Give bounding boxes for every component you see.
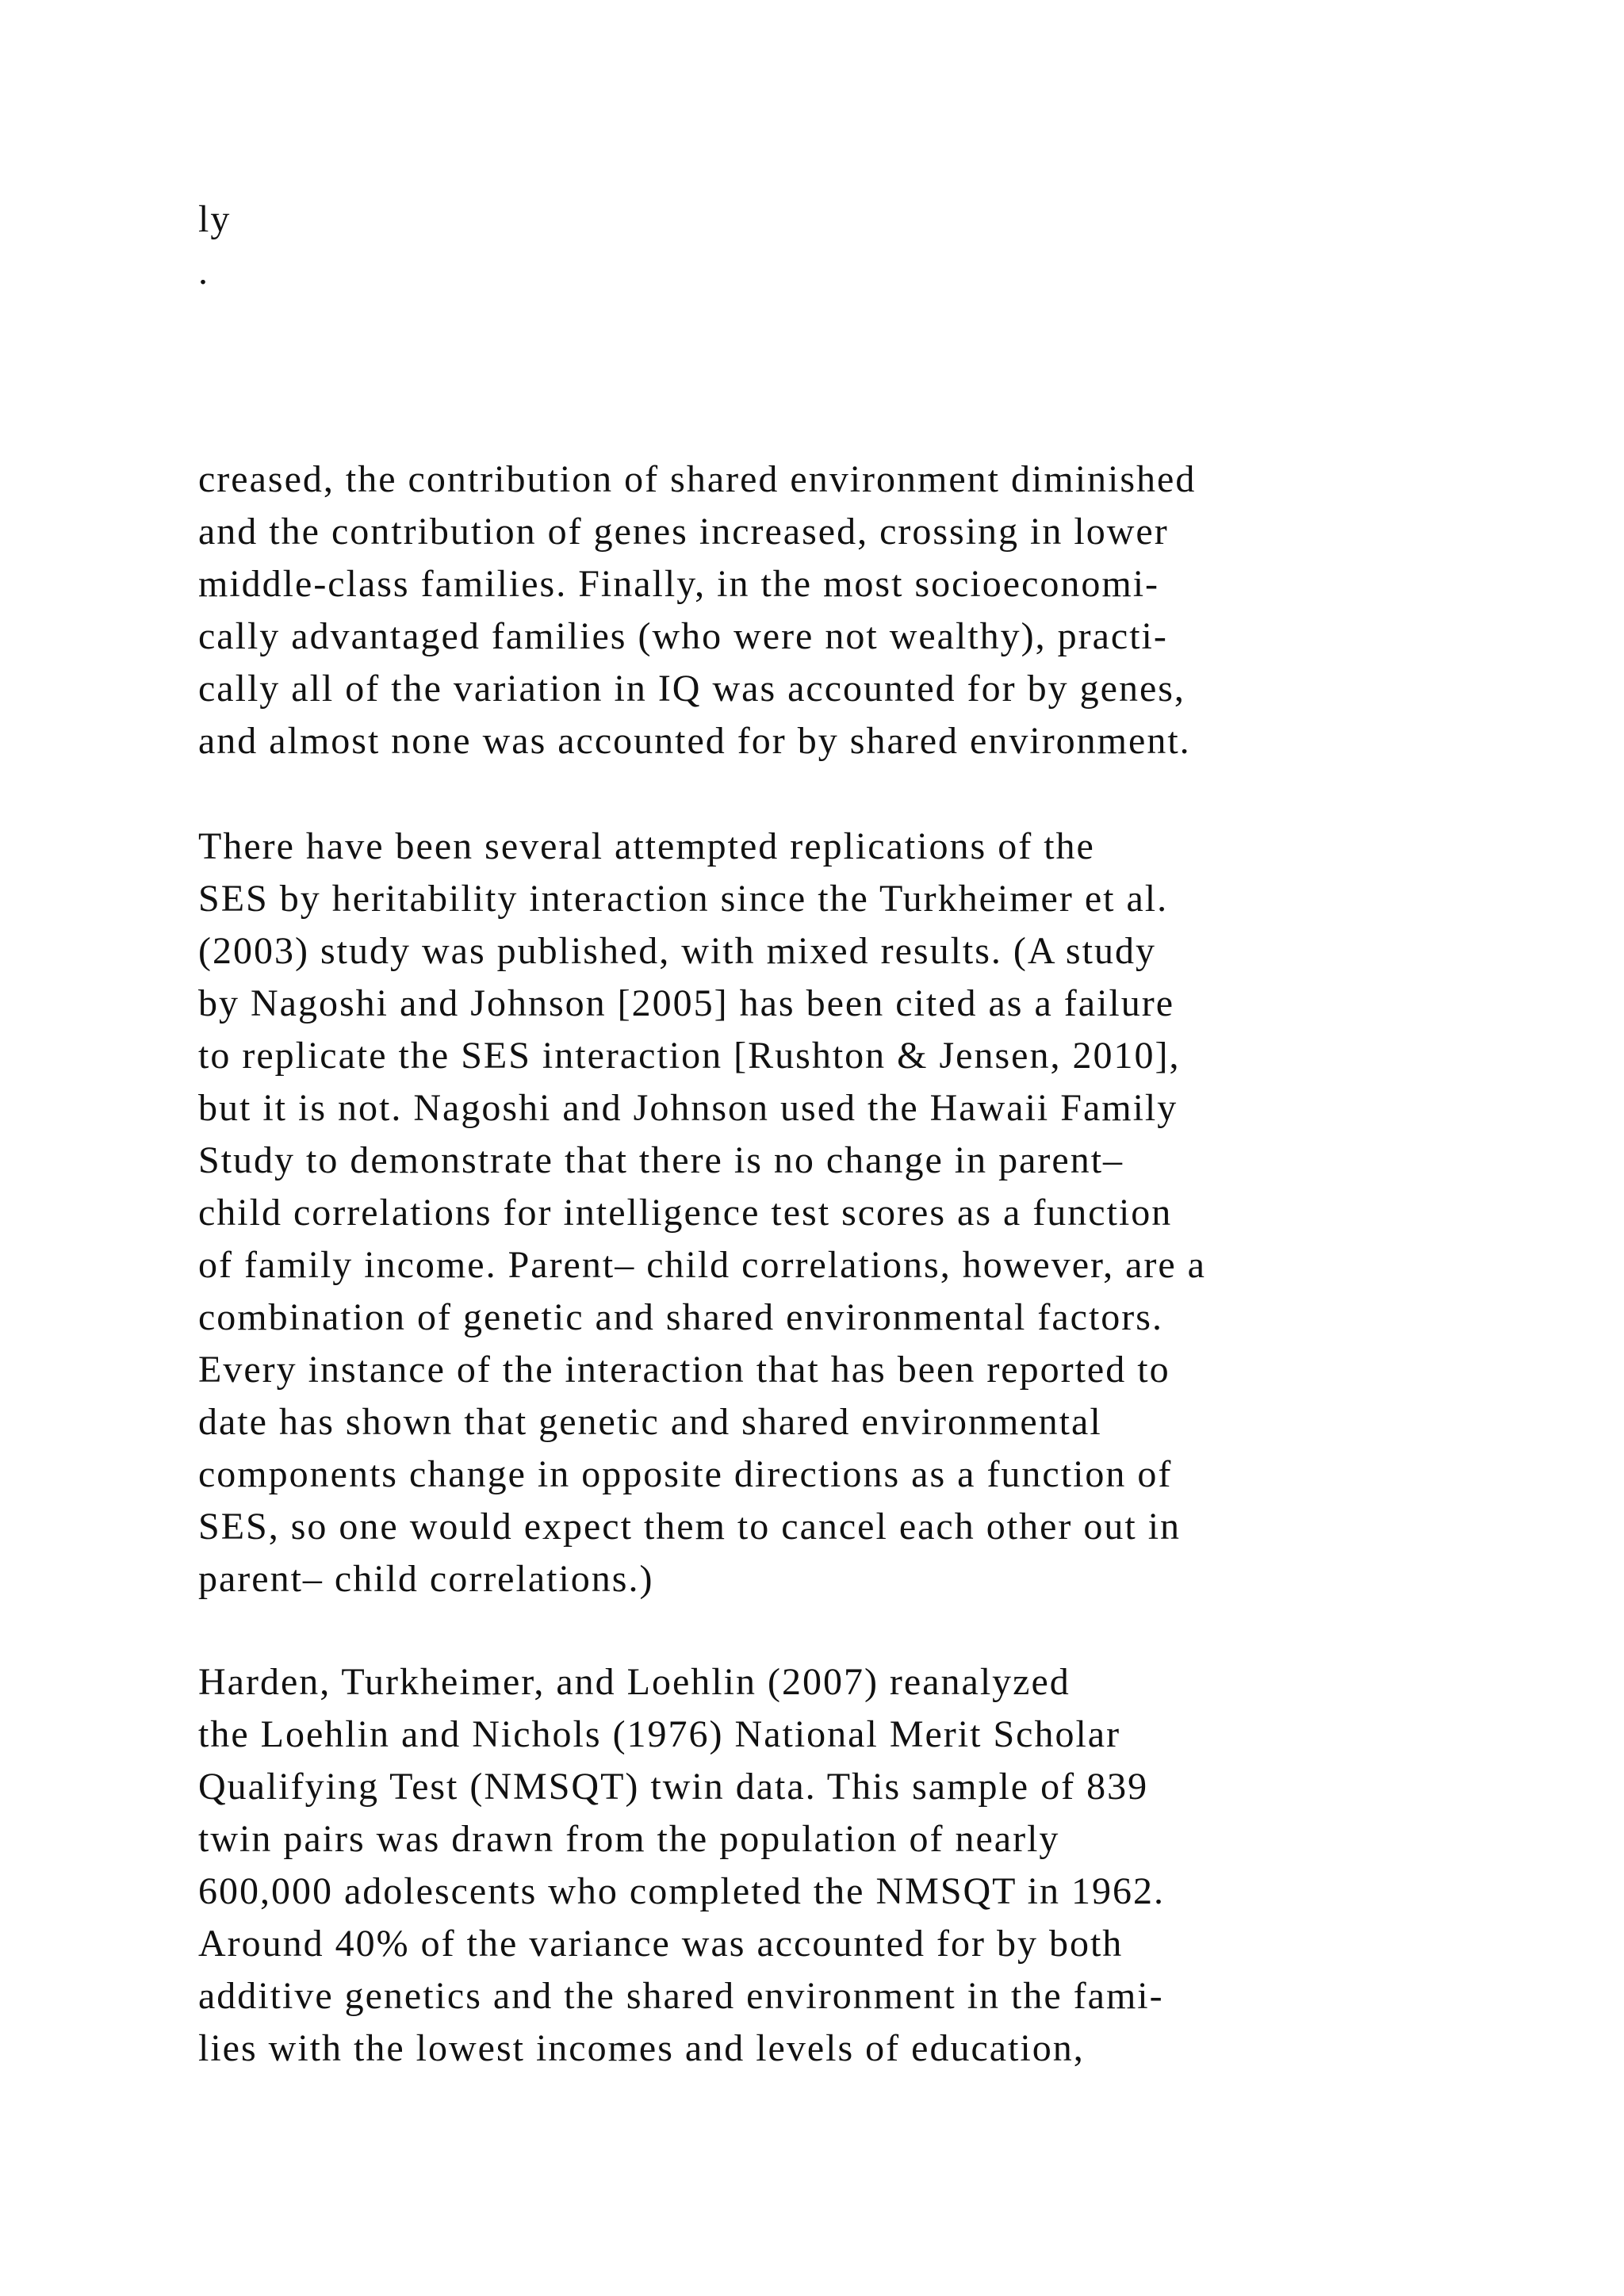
text-line: by Nagoshi and Johnson [2005] has been cited as a failure bbox=[198, 982, 1175, 1024]
fragment-line: ly bbox=[198, 198, 232, 240]
text-line: Study to demonstrate that there is no change in parent– bbox=[198, 1139, 1124, 1181]
paragraph-1 bbox=[198, 453, 1435, 767]
text-line: child correlations for intelligence test scores as a function bbox=[198, 1192, 1173, 1234]
text-line: creased, the contribution of shared environment diminished bbox=[198, 458, 1197, 500]
text-line: cally advantaged families (who were not wealthy), practi- bbox=[198, 615, 1168, 657]
text-line: to replicate the SES interaction [Rushton & Jensen, 2010], bbox=[198, 1035, 1181, 1077]
text-line: the Loehlin and Nichols (1976) National Merit Scholar bbox=[198, 1713, 1121, 1755]
text-line: There have been several attempted replications of the bbox=[198, 825, 1095, 867]
text-line: but it is not. Nagoshi and Johnson used the Hawaii Family bbox=[198, 1087, 1178, 1129]
text-line: Qualifying Test (NMSQT) twin data. This sample of 839 bbox=[198, 1766, 1149, 1808]
text-line: cally all of the variation in IQ was accounted for by genes, bbox=[198, 668, 1185, 710]
text-line: Harden, Turkheimer, and Loehlin (2007) reanalyzed bbox=[198, 1661, 1071, 1703]
paragraph-3 bbox=[198, 1656, 1435, 2075]
text-line: combination of genetic and shared environmental factors. bbox=[198, 1296, 1163, 1338]
fragment-line: . bbox=[198, 251, 209, 293]
text-line: lies with the lowest incomes and levels of education, bbox=[198, 2027, 1085, 2069]
text-line: date has shown that genetic and shared environmental bbox=[198, 1401, 1102, 1443]
text-line: Around 40% of the variance was accounted for by both bbox=[198, 1923, 1124, 1965]
paragraph-2 bbox=[198, 821, 1435, 1605]
text-line: of family income. Parent– child correlations, however, are a bbox=[198, 1244, 1206, 1286]
page-fragment bbox=[198, 193, 1435, 298]
text-line: and almost none was accounted for by shared environment. bbox=[198, 720, 1191, 762]
text-line: parent– child correlations.) bbox=[198, 1558, 654, 1600]
text-line: additive genetics and the shared environment in the fami- bbox=[198, 1975, 1164, 2017]
text-line: and the contribution of genes increased, crossing in lower bbox=[198, 511, 1169, 553]
text-line: SES by heritability interaction since the Turkheimer et al. bbox=[198, 878, 1169, 920]
text-line: SES, so one would expect them to cancel each other out in bbox=[198, 1506, 1182, 1548]
text-line: 600,000 adolescents who completed the NMSQT in 1962. bbox=[198, 1870, 1165, 1912]
text-line: middle-class families. Finally, in the most socioeconomi- bbox=[198, 563, 1160, 605]
text-line: Every instance of the interaction that has been reported to bbox=[198, 1349, 1170, 1391]
text-line: twin pairs was drawn from the population of nearly bbox=[198, 1818, 1060, 1860]
text-line: (2003) study was published, with mixed results. (A study bbox=[198, 930, 1156, 972]
text-line: components change in opposite directions as a function of bbox=[198, 1453, 1173, 1495]
